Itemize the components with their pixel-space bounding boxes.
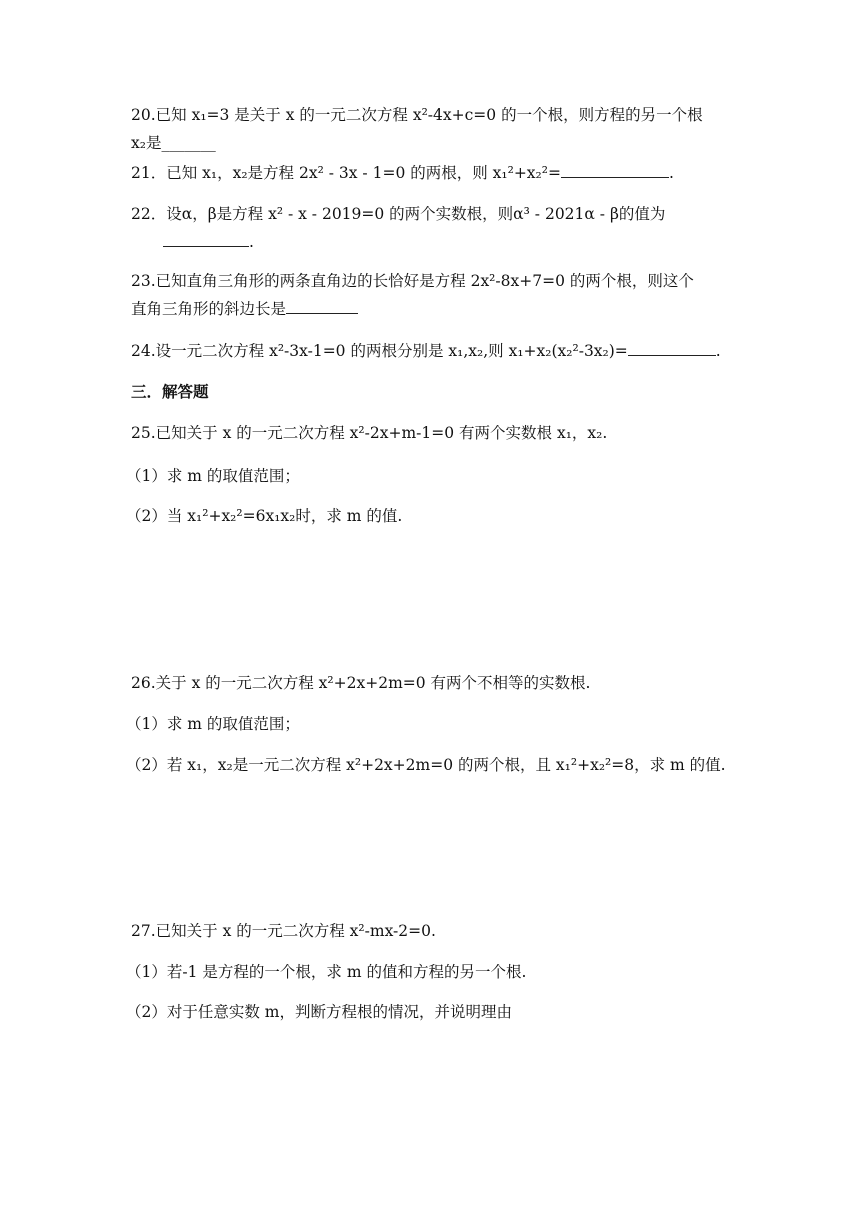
q22-answer-blank — [163, 232, 249, 247]
q26-part2 — [126, 754, 726, 776]
q26-part1-text: （1）求 m 的取值范围； — [126, 715, 300, 733]
section-title: 三．解答题 — [131, 383, 209, 401]
q21-end: . — [668, 164, 674, 182]
q21-text: 21．已知 x₁，x₂是方程 2x² - 3x - 1=0 的两根，则 x₁²+x₂²= — [131, 164, 561, 182]
q25-part1 — [126, 465, 300, 487]
q27-part1-text: （1）若-1 是方程的一个根，求 m 的值和方程的另一个根. — [126, 963, 527, 981]
q27-stem-text: 27.已知关于 x 的一元二次方程 x²-mx-2=0. — [131, 922, 436, 940]
q23-text-2: 直角三角形的斜边长是 — [131, 300, 287, 318]
q25-part1-text: （1）求 m 的取值范围； — [126, 467, 300, 485]
q26-part2-text: （2）若 x₁，x₂是一元二次方程 x²+2x+2m=0 的两个根，且 x₁²+x₂²=8，求 m 的值. — [126, 756, 726, 774]
q24-end: . — [715, 342, 721, 360]
q25-part2-text: （2）当 x₁²+x₂²=6x₁x₂时，求 m 的值. — [126, 507, 403, 525]
q23-answer-blank — [286, 299, 358, 314]
q24-text: 24.设一元二次方程 x²-3x-1=0 的两根分别是 x₁,x₂,则 x₁+x₂(x₂²-3x₂)= — [131, 342, 628, 360]
q20-line2 — [131, 132, 216, 154]
q20-answer-blank: _______ — [161, 134, 216, 152]
q25-stem-text: 25.已知关于 x 的一元二次方程 x²-2x+m-1=0 有两个实数根 x₁，x₂. — [131, 424, 608, 442]
q20-answer-prefix: x₂是 — [131, 134, 162, 152]
q25-part2 — [126, 505, 402, 527]
section-heading — [131, 381, 209, 403]
q20-text: 20.已知 x₁=3 是关于 x 的一元二次方程 x²-4x+c=0 的一个根，则方程的另一个根 — [131, 106, 703, 124]
q27-part2-text: （2）对于任意实数 m，判断方程根的情况，并说明理由 — [126, 1003, 512, 1021]
q21-answer-blank — [561, 163, 669, 178]
q27-stem — [131, 920, 436, 942]
q22-line1 — [131, 203, 665, 225]
q22-text: 22．设α，β是方程 x² - x - 2019=0 的两个实数根，则α³ - 2021α - β的值为 — [131, 205, 666, 223]
q26-part1 — [126, 713, 300, 735]
q25-stem — [131, 422, 607, 444]
q27-part1 — [126, 961, 526, 983]
q22-end: . — [249, 233, 254, 251]
q26-stem-text: 26.关于 x 的一元二次方程 x²+2x+2m=0 有两个不相等的实数根. — [131, 674, 591, 692]
q23-text: 23.已知直角三角形的两条直角边的长恰好是方程 2x²-8x+7=0 的两个根，则这个 — [131, 272, 694, 290]
q23-line1 — [131, 270, 694, 292]
q23-line2 — [131, 298, 358, 320]
q21-line — [131, 162, 674, 184]
q24-answer-blank — [628, 341, 716, 356]
q27-part2 — [126, 1001, 512, 1023]
q20-line1 — [131, 104, 703, 126]
q22-line2 — [163, 231, 254, 253]
q26-stem — [131, 672, 590, 694]
q24-line — [131, 340, 721, 362]
